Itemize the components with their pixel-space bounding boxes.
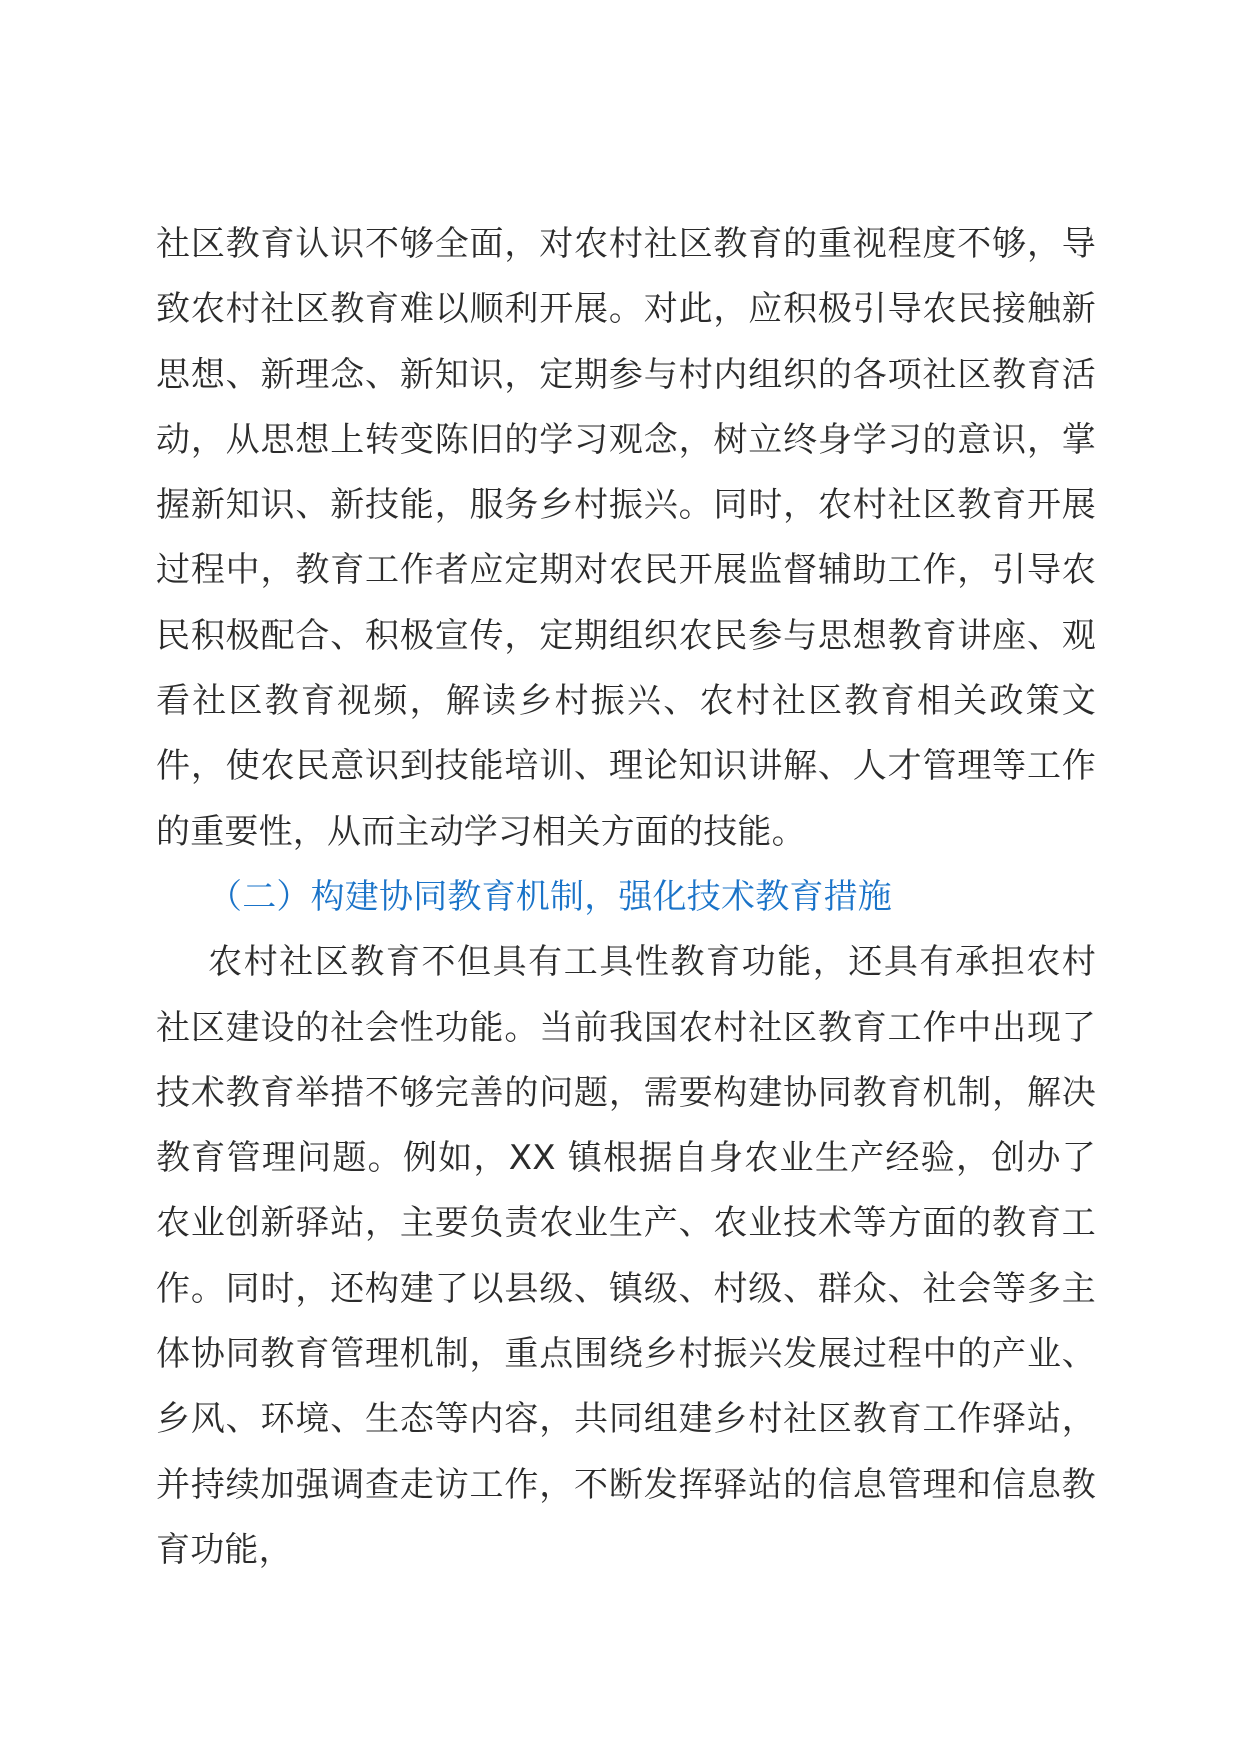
document-body (156, 212, 1096, 1583)
paragraph-continuation: 社区教育认识不够全面，对农村社区教育的重视程度不够，导致农村社区教育难以顺利开展。对此，应积极引导农民接触新思想、新理念、新知识，定期参与村内组织的各项社区教育活动，从思想上转变陈旧的学习观念，树立终身学习的意识，掌握新知识、新技能，服务乡村振兴。同时，农村社区教育开展过程中，教育工作者应定期对农民开展监督辅助工作，引导农民积极配合、积极宣传，定期组织农民参与思想教育讲座、观看社区教育视频，解读乡村振兴、农村社区教育相关政策文件，使农民意识到技能培训、理论知识讲解、人才管理等工作的重要性，从而主动学习相关方面的技能。 (156, 224, 1096, 852)
paragraph-section-2: 农村社区教育不但具有工具性教育功能，还具有承担农村社区建设的社会性功能。当前我国农村社区教育工作中出现了技术教育举措不够完善的问题，需要构建协同教育机制，解决教育管理问题。例如，XX 镇根据自身农业生产经验，创办了农业创新驿站，主要负责农业生产、农业技术等方面的教育工作。同时，还构建了以县级、镇级、村级、群众、社会等多主体协同教育管理机制，重点围绕乡村振兴发展过程中的产业、乡风、环境、生态等内容，共同组建乡村社区教育工作驿站，并持续加强调查走访工作，不断发挥驿站的信息管理和信息教育功能， (156, 942, 1096, 1570)
section-heading: （二）构建协同教育机制，强化技术教育措施 (208, 876, 892, 917)
